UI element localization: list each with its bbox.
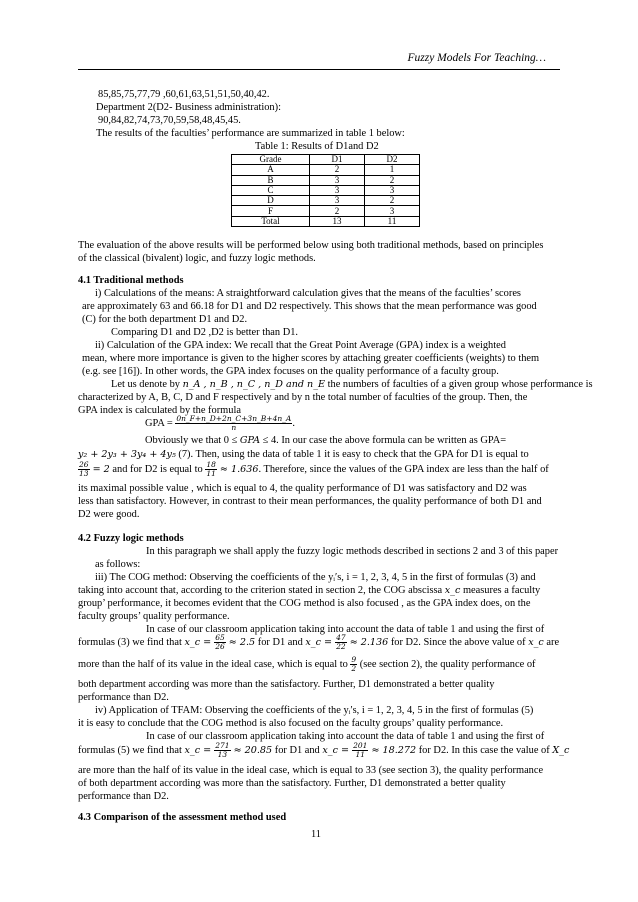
math-expression: ≈ 1.636 — [216, 464, 259, 475]
math-expression: ≈ 2.5 — [225, 637, 256, 648]
fraction — [352, 742, 368, 759]
paragraph-line: less than satisfactory. However, in contrast to their mean performances, the quality performance of both D1 and — [78, 496, 542, 507]
fraction — [335, 634, 347, 651]
table-row — [232, 206, 420, 216]
fraction-numerator: 65 — [215, 633, 225, 643]
text-run: Obviously we that 0 ≤ — [145, 435, 240, 446]
math-symbol: x_c = — [184, 637, 215, 648]
paragraph-line: In this paragraph we shall apply the fuzzy logic methods described in sections 2 and 3 of this paper — [146, 546, 559, 557]
paragraph-line: D2 were good. — [78, 509, 140, 520]
table-cell: 3 — [310, 185, 365, 195]
math-expression: y₂ + 2y₃ + 3y₄ + 4y₅ — [78, 449, 176, 460]
table-cell: C — [232, 185, 310, 195]
fraction-denominator: n — [231, 423, 237, 433]
paragraph-line: are approximately 63 and 66.18 for D1 and D2 respectively. This shows that the mean performance was good — [82, 301, 537, 312]
table-cell: 13 — [310, 216, 365, 226]
paragraph-line: In case of our classroom application taking into account the data of table 1 and using the first of — [146, 624, 545, 635]
fraction-numerator: 271 — [215, 741, 230, 751]
table-row — [232, 216, 420, 226]
section-heading-4-1: 4.1 Traditional methods — [78, 275, 184, 286]
paragraph-line — [111, 378, 593, 391]
formula-label: GPA = — [145, 418, 173, 429]
text-run: formulas (5) we find that — [78, 745, 185, 756]
paragraph-line: characterized by A, B, C, D and F respectively and by n the total number of faculties of the group. Then, the — [78, 392, 528, 403]
paragraph-line: as follows: — [95, 559, 141, 570]
table-intro-line: The results of the faculties’ performance are summarized in table 1 below: — [96, 128, 405, 139]
table-cell: 2 — [365, 175, 420, 185]
math-symbol: x_c — [528, 637, 544, 648]
fraction-denominator: 11 — [355, 750, 366, 760]
table-cell: F — [232, 206, 310, 216]
table-caption: Table 1: Results of D1and D2 — [255, 141, 379, 152]
math-symbol: X_c — [552, 745, 570, 756]
running-head: Fuzzy Models For Teaching… — [407, 52, 546, 64]
text-run: and for D2 is equal to — [109, 464, 206, 475]
paragraph-line — [145, 434, 506, 447]
table-cell: B — [232, 175, 310, 185]
math-expression: = 2 — [89, 464, 110, 475]
paragraph-line: i) Calculations of the means: A straightforward calculation gives that the means of the faculties’ scores — [95, 288, 521, 299]
gpa-formula: GPA = $\frac{0n\_F+n\_D+2n\_C+3n\_B+4n\_A}{n}$ . — [145, 414, 295, 433]
fraction-numerator: 201 — [353, 741, 368, 751]
table-cell: 2 — [310, 165, 365, 175]
paragraph-line: of both department according was more than the satisfactory. Further, D1 demonstrated a better quality — [78, 778, 506, 789]
table-header-cell: Grade — [232, 155, 310, 165]
paragraph-line — [78, 741, 569, 761]
table-row — [232, 185, 420, 195]
table-cell: 2 — [310, 206, 365, 216]
text-run: Let us denote by — [111, 379, 183, 390]
page-number: 11 — [311, 829, 322, 840]
text-run: formulas (3) we find that — [78, 637, 185, 648]
fraction — [214, 634, 226, 651]
table-cell: D — [232, 196, 310, 206]
table-row — [232, 165, 420, 175]
section-heading-4-3: 4.3 Comparison of the assessment method used — [78, 812, 287, 823]
math-expression: ≈ 2.136 — [346, 637, 389, 648]
text-run: for D1 and — [255, 637, 306, 648]
fraction-denominator: 11 — [206, 469, 216, 479]
table-header-cell: D1 — [310, 155, 365, 165]
text-run: taking into account that, according to the criterion stated in section 2, the COG abscissa — [78, 585, 445, 596]
table-cell: 11 — [365, 216, 420, 226]
text-run: more than the half of its value in the ideal case, which is equal to — [78, 659, 351, 670]
table-cell: Total — [232, 216, 310, 226]
table-cell: 3 — [310, 196, 365, 206]
paragraph-line: GPA index is calculated by the formula — [78, 405, 241, 416]
results-table — [231, 154, 420, 227]
table-cell: 1 — [365, 165, 420, 175]
text-run: for D2. In this case the value of — [416, 745, 553, 756]
paragraph-line: mean, where more importance is given to the higher scores by attaching greater coefficients (weights) to them — [82, 353, 540, 364]
paragraph-line: In case of our classroom application taking into account the data of table 1 and using the first of — [146, 731, 545, 742]
text-run: ≤ 4. In our case the above formula can be written as GPA= — [260, 435, 507, 446]
paragraph-line: (e.g. see [16]). In other words, the GPA index focuses on the quality performance of a faculty group. — [82, 366, 499, 377]
text-run: for D1 and — [272, 745, 323, 756]
paragraph-line: iv) Application of TFAM: Observing the coefficients of the yᵢ′s, i = 1, 2, 3, 4, 5 in the first of formulas (5) — [95, 705, 534, 716]
math-symbol: x_c — [444, 585, 461, 596]
paragraph-line — [78, 633, 559, 653]
paragraph-line: its maximal possible value , which is equal to 4, the quality performance of D1 was satisfactory and D2 was — [78, 483, 527, 494]
paragraph-line — [78, 655, 535, 675]
table-row — [232, 196, 420, 206]
header-rule — [78, 69, 560, 70]
fraction-denominator: 2 — [351, 664, 357, 674]
fraction-numerator: 9 — [351, 655, 357, 665]
fraction — [78, 461, 90, 478]
scores-d1-line: 85,85,75,77,79 ,60,61,63,51,51,50,40,42. — [98, 89, 270, 100]
math-symbol: x_c = — [305, 637, 336, 648]
table-cell: 2 — [365, 196, 420, 206]
fraction-numerator: 0n_F+n_D+2n_C+3n_B+4n_A — [176, 414, 292, 424]
paragraph-line: it is easy to conclude that the COG method is also focused on the faculty groups’ quality performance. — [78, 718, 504, 729]
section-heading-4-2: 4.2 Fuzzy logic methods — [78, 533, 184, 544]
text-run: are — [543, 637, 560, 648]
paragraph-line: (C) for the both department D1 and D2. — [82, 314, 248, 325]
fraction-denominator: 22 — [336, 642, 346, 652]
paragraph-line: faculty groups’ quality performance. — [78, 611, 230, 622]
scores-d2-line: 90,84,82,74,73,70,59,58,48,45,45. — [98, 115, 241, 126]
table-cell: 3 — [310, 175, 365, 185]
math-expression: ≈ 18.272 — [368, 745, 417, 756]
fraction-denominator: 13 — [79, 469, 89, 479]
paragraph-line: ii) Calculation of the GPA index: We recall that the Great Point Average (GPA) index is a weighted — [95, 340, 506, 351]
fraction-numerator: 26 — [79, 460, 89, 470]
fraction-numerator: 18 — [206, 460, 216, 470]
text-run: the numbers of faculties of a given group whose performance is — [325, 379, 593, 390]
math-symbols: n_A , n_B , n_C , n_D and n_E — [182, 379, 326, 390]
fraction-numerator: 47 — [336, 633, 346, 643]
paragraph-line: iii) The COG method: Observing the coefficients of the yᵢ′s, i = 1, 2, 3, 4, 5 in the first of formulas (3) and — [95, 572, 536, 583]
paragraph-line: The evaluation of the above results will be performed below using both traditional methods, based on principles — [78, 240, 544, 251]
table-cell: 3 — [365, 185, 420, 195]
paragraph-line: of the classical (bivalent) logic, and fuzzy logic methods. — [78, 253, 316, 264]
math-symbol: x_c = — [184, 745, 215, 756]
math-symbol: x_c = — [322, 745, 353, 756]
table-row — [232, 175, 420, 185]
table-header-cell: D2 — [365, 155, 420, 165]
paragraph-line: performance than D2. — [78, 692, 169, 703]
math-symbol: GPA — [239, 435, 261, 446]
fraction — [205, 461, 217, 478]
text-run: for D2. Since the above value of — [388, 637, 529, 648]
gpa-fraction — [175, 415, 292, 432]
paragraph-line: are more than the half of its value in the ideal case, which is equal to 33 (see section 3), the quality performance — [78, 765, 544, 776]
text-run: . Therefore, since the values of the GPA index are less than the half of — [258, 464, 549, 475]
text-run: (7). Then, using the data of table 1 it is easy to check that the GPA for D1 is equal to — [175, 449, 529, 460]
paragraph-line — [78, 460, 549, 480]
table-cell: A — [232, 165, 310, 175]
paragraph-line: group’ performance, it becomes evident that the COG method is also focused , as the GPA index does, on the — [78, 598, 531, 609]
text-run: (see section 2), the quality performance of — [357, 659, 536, 670]
department-2-heading: Department 2(D2- Business administration): — [96, 102, 281, 113]
paragraph-line: both department according was more than the satisfactory. Further, D1 demonstrated a better quality — [78, 679, 495, 690]
table-header-row — [232, 155, 420, 165]
text-run: measures a faculty — [460, 585, 541, 596]
fraction-denominator: 13 — [217, 750, 228, 760]
math-expression: ≈ 20.85 — [230, 745, 273, 756]
fraction-denominator: 26 — [215, 642, 225, 652]
paragraph-line: Comparing D1 and D2 ,D2 is better than D1. — [111, 327, 299, 338]
paragraph-line: performance than D2. — [78, 791, 169, 802]
fraction — [214, 742, 230, 759]
paragraph-line — [78, 584, 540, 597]
table-cell: 3 — [365, 206, 420, 216]
